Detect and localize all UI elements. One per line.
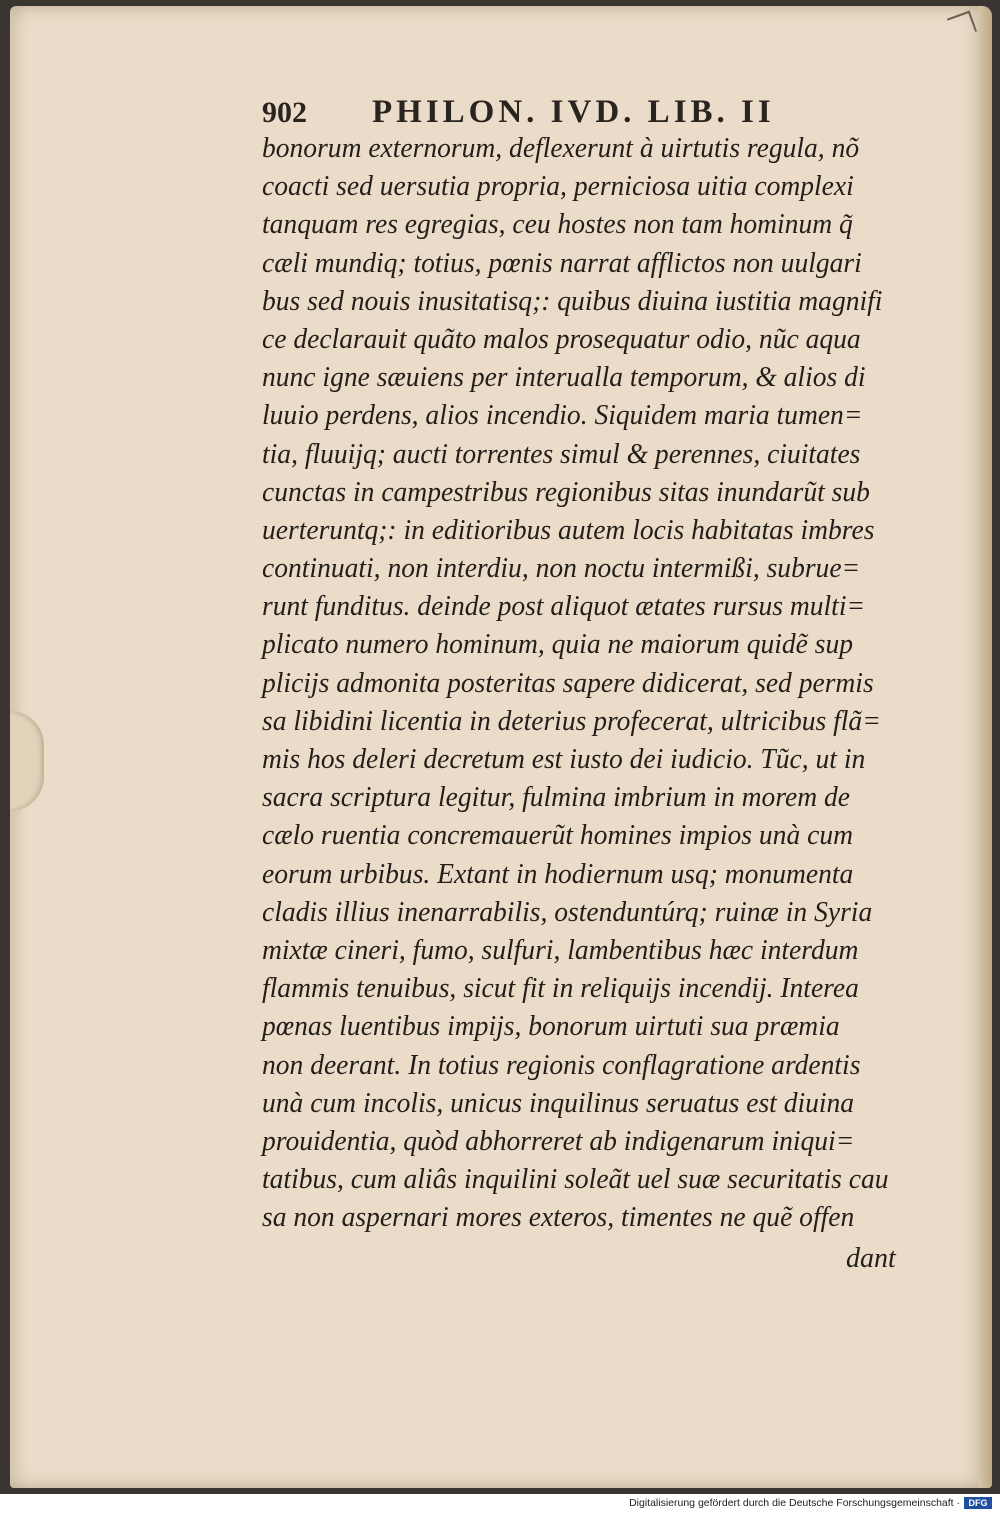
text-line: cælo ruentia concremauerũt homines impios unà cum xyxy=(262,820,853,852)
text-line: mixtæ cineri, fumo, sulfuri, lambentibus hæc interdum xyxy=(262,934,859,966)
text-line: luuio perdens, alios incendio. Siquidem maria tumen= xyxy=(262,400,863,432)
text-line: ce declarauit quãto malos prosequatur odio, nũc aqua xyxy=(262,323,861,355)
text-line: continuati, non interdiu, non noctu intermißi, subrue= xyxy=(262,553,861,585)
text-line: bus sed nouis inusitatisq;: quibus diuina iustitia magnifi xyxy=(262,285,883,317)
text-line: sacra scriptura legitur, fulmina imbrium in morem de xyxy=(262,782,851,814)
spine-thread-mark xyxy=(947,11,977,40)
page-edge xyxy=(978,6,992,1488)
text-line: sa non aspernari mores exteros, timentes ne quẽ offen xyxy=(262,1202,855,1234)
text-line: tia, fluuijq; aucti torrentes simul & perennes, ciuitates xyxy=(262,438,861,470)
text-line: non deerant. In totius regionis conflagratione ardentis xyxy=(262,1049,861,1081)
text-line: flammis tenuibus, sicut fit in reliquijs incendij. Interea xyxy=(262,973,859,1005)
text-line: cæli mundiq; totius, pœnis narrat afflictos non uulgari xyxy=(262,247,862,279)
text-line: plicato numero hominum, quia ne maiorum quidẽ sup xyxy=(262,629,854,661)
text-line: nunc igne sæuiens per interualla temporum, & alios di xyxy=(262,362,866,394)
text-line: runt funditus. deinde post aliquot ætates rursus multi= xyxy=(262,591,866,623)
text-line: tatibus, cum aliâs inquilini soleãt uel suæ securitatis cau xyxy=(262,1164,889,1196)
text-line: eorum urbibus. Extant in hodiernum usq; monumenta xyxy=(262,858,854,890)
text-line: tanquam res egregias, ceu hostes non tam hominum q̃ xyxy=(262,209,853,241)
page-number: 902 xyxy=(262,96,307,129)
text-line: coacti sed uersutia propria, perniciosa uitia complexi xyxy=(262,171,854,203)
text-line: uerteruntq;: in editioribus autem locis habitatas imbres xyxy=(262,514,875,546)
text-line: pœnas luentibus impijs, bonorum uirtuti sua præmia xyxy=(262,1011,840,1043)
text-line: cunctas in campestribus regionibus sitas inundarũt sub xyxy=(262,476,870,508)
page-fold-tab xyxy=(10,711,44,811)
text-line: mis hos deleri decretum est iusto dei iudicio. Tũc, ut in xyxy=(262,744,866,775)
dfg-logo: DFG xyxy=(964,1497,992,1509)
text-line: sa libidini licentia in deterius profecerat, ultricibus flã= xyxy=(262,705,881,737)
body-text xyxy=(262,130,922,1237)
funding-credit: Digitalisierung gefördert durch die Deutsche Forschungsgemeinschaft · xyxy=(629,1497,960,1509)
text-line: unà cum incolis, unicus inquilinus seruatus est diuina xyxy=(262,1087,855,1119)
text-line: prouidentia, quòd abhorreret ab indigenarum iniqui= xyxy=(262,1125,855,1157)
text-line: plicijs admonita posteritas sapere didicerat, sed permis xyxy=(262,667,874,699)
text-line: cladis illius inenarrabilis, ostenduntúrq; ruinæ in Syria xyxy=(262,896,873,928)
text-line: bonorum externorum, deflexerunt à uirtutis regula, nõ xyxy=(262,133,860,164)
running-head-title: PHILON. IVD. LIB. II xyxy=(372,94,775,130)
catchword: dant xyxy=(846,1243,896,1274)
